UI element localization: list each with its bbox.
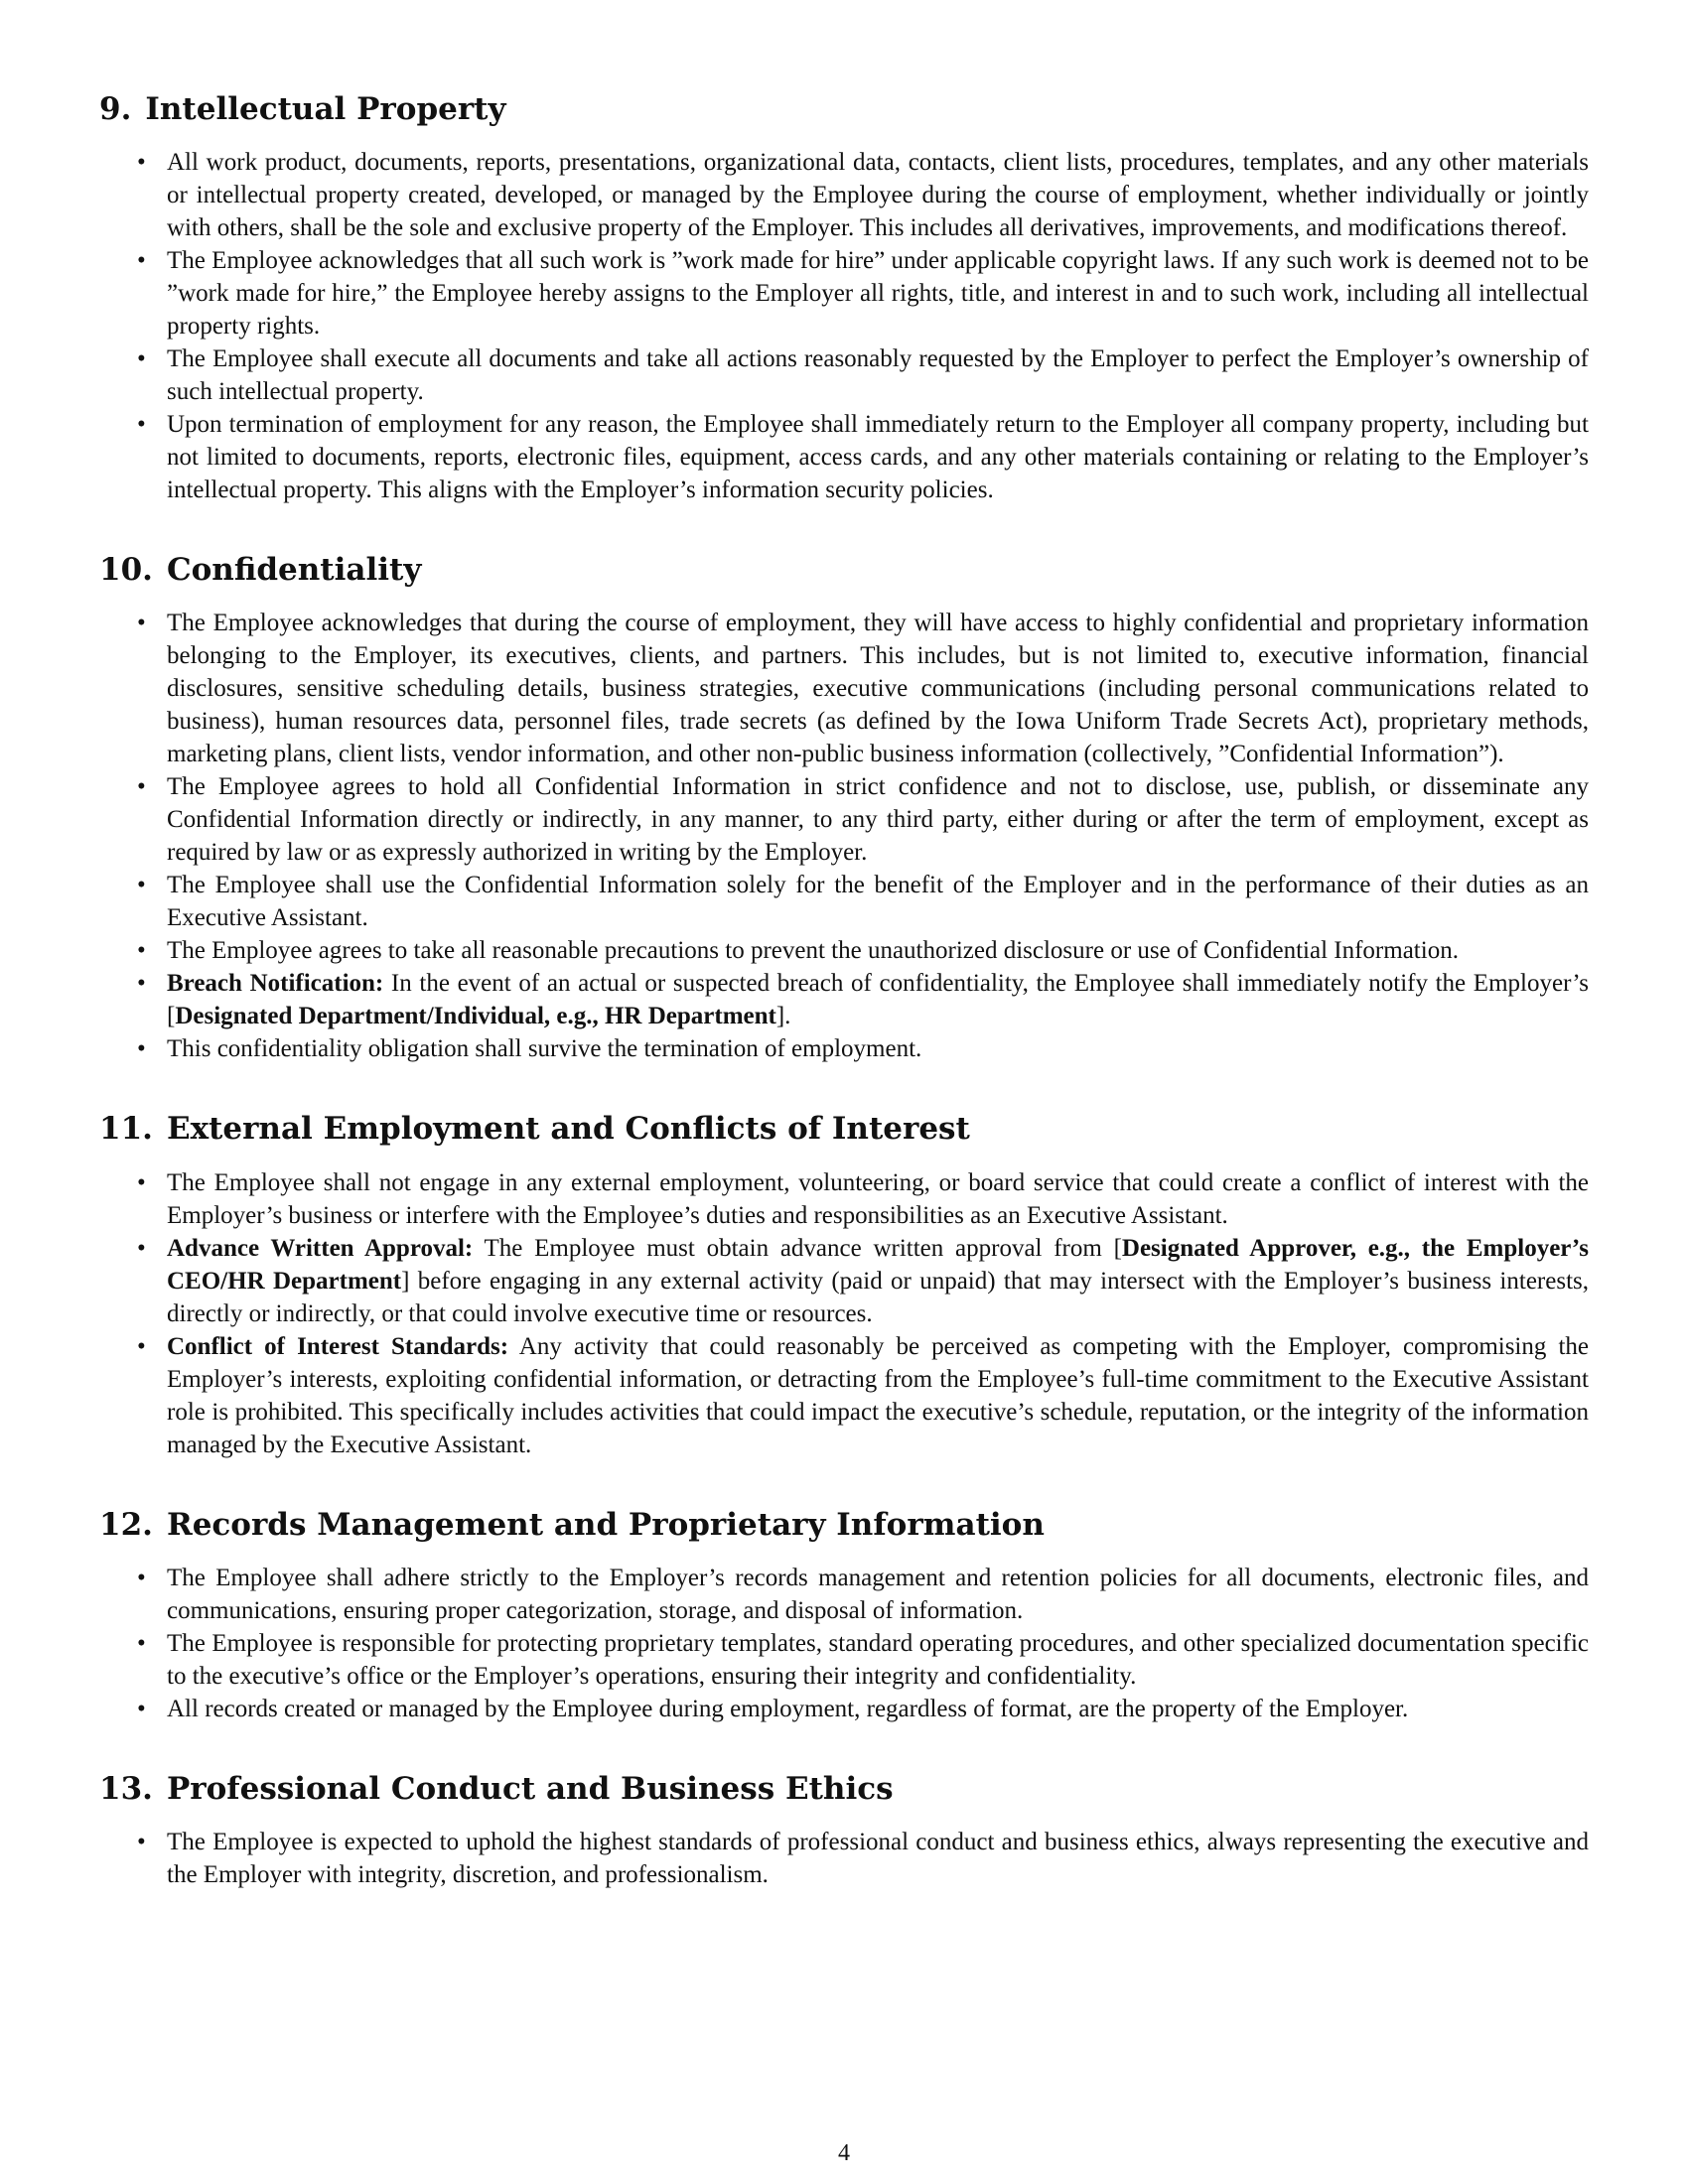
list-item-text: ] before engaging in any external activity (paid or unpaid) that may intersect with the Employer’s business interests, directly or indirectly, or that could involve executive time or resources.: [167, 1267, 1589, 1327]
list-item-text: ].: [775, 1003, 791, 1030]
list-item-text: All records created or managed by the Employee during employment, regardless of format, are the property of the Employer.: [167, 1695, 1409, 1722]
list-item: [99, 1627, 1589, 1693]
list-item: [99, 146, 1589, 244]
section-heading: 9. Intellectual Property: [99, 91, 506, 127]
list-item: [99, 1330, 1589, 1461]
section-heading: 11. External Employment and Conflicts of Interest: [99, 1111, 970, 1148]
list-item-text: The Employee agrees to hold all Confidential Information in strict confidence and not to disclose, use, publish, or disseminate any Confidential Information directly or indirectly, in any manner, to any third party, either during or after the term of employment, except as required by law or as expressly authorized in writing by the Employer.: [167, 773, 1589, 867]
list-item: [99, 408, 1589, 506]
list-item: [99, 934, 1589, 967]
bullet-list: [99, 1166, 1589, 1461]
list-item-text: All work product, documents, reports, presentations, organizational data, contacts, client lists, procedures, templates, and any other materials or intellectual property created, developed, or managed by the Employee during the course of employment, whether individually or jointly with others, shall be the sole and exclusive property of the Employer. This includes all derivatives, improvements, and modifications thereof.: [167, 149, 1589, 242]
list-item: [99, 342, 1589, 408]
bold-text: Designated Department/Individual, e.g., HR Department: [175, 1003, 776, 1030]
document-body: [99, 91, 1589, 1937]
page-number: 4: [838, 2140, 850, 2166]
list-item: [99, 1232, 1589, 1330]
list-item: [99, 1562, 1589, 1627]
list-item: [99, 1032, 1589, 1065]
section-heading: 10. Confidentiality: [99, 552, 422, 589]
list-item: [99, 1166, 1589, 1232]
list-item-text: The Employee must obtain advance written approval from [: [473, 1234, 1122, 1262]
list-item: [99, 607, 1589, 770]
bullet-list: [99, 1562, 1589, 1725]
list-item-text: The Employee shall use the Confidential Information solely for the benefit of the Employer and in the performance of their duties as an Executive Assistant.: [167, 872, 1589, 932]
bullet-list: [99, 146, 1589, 506]
list-item-text: The Employee acknowledges that during the course of employment, they will have access to highly confidential and proprietary information belonging to the Employer, its executives, clients, and partners. This includes, but is not limited to, executive information, financial disclosures, sensitive scheduling details, business strategies, executive communications (including personal communications related to business), human resources data, personnel files, trade secrets (as defined by the Iowa Uniform Trade Secrets Act), proprietary methods, marketing plans, client lists, vendor information, and other non-public business information (collectively, ”Confidential Information”).: [167, 610, 1589, 768]
list-item-text: The Employee agrees to take all reasonable precautions to prevent the unauthorized disclosure or use of Confidential Information.: [167, 937, 1459, 965]
bold-text: Conflict of Interest Standards:: [167, 1332, 509, 1360]
list-item: [99, 869, 1589, 934]
list-item-text: The Employee shall execute all documents and take all actions reasonably requested by the Employer to perfect the Employer’s ownership of such intellectual property.: [167, 345, 1589, 406]
list-item-text: Upon termination of employment for any reason, the Employee shall immediately return to the Employer all company property, including but not limited to documents, reports, electronic files, equipment, access cards, and any other materials containing or relating to the Employer’s intellectual property. This aligns with the Employer’s information security policies.: [167, 411, 1589, 504]
section-confidentiality: [99, 552, 1589, 1065]
list-item: [99, 1826, 1589, 1891]
list-item: [99, 967, 1589, 1032]
list-item-text: In the event of an actual or suspected breach of confidentiality, the Employee shall immediately notify the Employer’s [: [167, 970, 1589, 1030]
list-item-text: Any activity that could reasonably be perceived as competing with the Employer, compromising the Employer’s interests, exploiting confidential information, or detracting from the Employee’s full-time commitment to the Executive Assistant role is prohibited. This specifically includes activities that could impact the executive’s schedule, reputation, or the integrity of the information managed by the Executive Assistant.: [167, 1332, 1589, 1458]
section-intellectual-property: [99, 91, 1589, 506]
list-item-text: The Employee shall not engage in any external employment, volunteering, or board service that could create a conflict of interest with the Employer’s business or interfere with the Employee’s duties and responsibilities as an Executive Assistant.: [167, 1168, 1589, 1229]
section-heading: 12. Records Management and Proprietary Information: [99, 1506, 1045, 1543]
bold-text: Designated Approver, e.g., the Employer’s CEO/HR Department: [167, 1234, 1589, 1295]
list-item-text: The Employee shall adhere strictly to the Employer’s records management and retention policies for all documents, electronic files, and communications, ensuring proper categorization, storage, and disposal of information.: [167, 1564, 1589, 1624]
list-item: [99, 244, 1589, 342]
list-item-text: The Employee is expected to uphold the highest standards of professional conduct and business ethics, always representing the executive and the Employer with integrity, discretion, and professionalism.: [167, 1828, 1589, 1888]
bold-text: Advance Written Approval:: [167, 1234, 474, 1262]
list-item: [99, 1693, 1589, 1725]
section-external-employment: [99, 1111, 1589, 1460]
section-heading: 13. Professional Conduct and Business Ethics: [99, 1770, 894, 1807]
list-item-text: The Employee acknowledges that all such work is ”work made for hire” under applicable copyright laws. If any such work is deemed not to be ”work made for hire,” the Employee hereby assigns to the Employer all rights, title, and interest in and to such work, including all intellectual property rights.: [167, 247, 1589, 341]
list-item: [99, 770, 1589, 869]
bullet-list: [99, 607, 1589, 1065]
section-records-management: [99, 1507, 1589, 1725]
list-item-text: The Employee is responsible for protecting proprietary templates, standard operating procedures, and other specialized documentation specific to the executive’s office or the Employer’s operations, ensuring their integrity and confidentiality.: [167, 1629, 1589, 1690]
bullet-list: [99, 1826, 1589, 1891]
list-item-text: This confidentiality obligation shall survive the termination of employment.: [167, 1035, 922, 1063]
bold-text: Breach Notification:: [167, 970, 384, 998]
section-professional-conduct: [99, 1771, 1589, 1891]
